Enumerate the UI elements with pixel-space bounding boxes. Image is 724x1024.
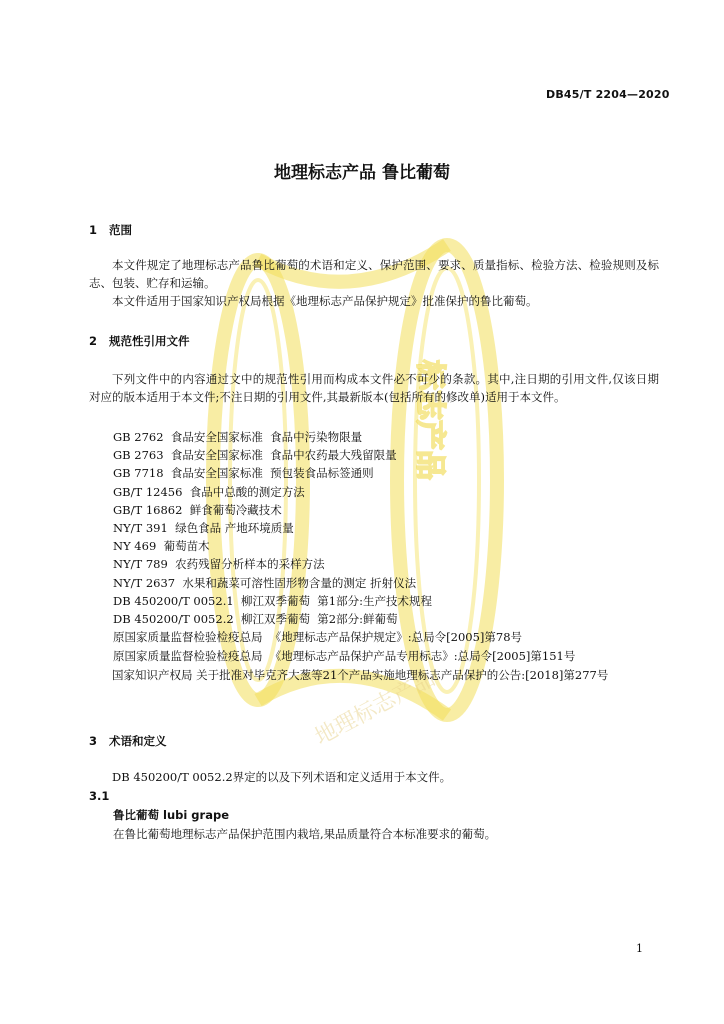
reference-item: GB 7718 食品安全国家标准 预包装食品标签通则	[113, 466, 374, 480]
section-1-paragraph-1: 本文件规定了地理标志产品鲁比葡萄的术语和定义、保护范围、要求、质量指标、检验方法、检验规则及标志、包装、贮存和运输。	[89, 258, 659, 290]
watermark-vertical-text: 标志产品	[412, 360, 447, 480]
reference-item: NY 469 葡萄苗木	[113, 539, 210, 553]
reference-item: NY/T 2637 水果和蔬菜可溶性固形物含量的测定 折射仪法	[113, 576, 417, 590]
reference-item: GB 2762 食品安全国家标准 食品中污染物限量	[113, 430, 363, 444]
reference-item-last: 国家知识产权局 关于批准对毕克齐大葱等21个产品实施地理标志产品保护的公告:[2018]第277号	[112, 668, 609, 682]
reference-item: NY/T 391 绿色食品 产地环境质量	[113, 521, 294, 535]
page-number: 1	[636, 942, 643, 955]
reference-item: 原国家质量监督检验检疫总局 《地理标志产品保护规定》:总局令[2005]第78号	[113, 630, 523, 644]
reference-item: DB 450200/T 0052.1 柳江双季葡萄 第1部分:生产技术规程	[113, 594, 432, 608]
standard-number: DB45/T 2204—2020	[546, 88, 670, 101]
section-3-heading: 3 术语和定义	[89, 734, 167, 748]
section-1-paragraph-2: 本文件适用于国家知识产权局根据《地理标志产品保护规定》批准保护的鲁比葡萄。	[112, 294, 538, 308]
term-definition: 在鲁比葡萄地理标志产品保护范围内栽培,果品质量符合本标准要求的葡萄。	[113, 827, 497, 841]
reference-item: NY/T 789 农药残留分析样本的采样方法	[113, 557, 325, 571]
clause-number: 3.1	[89, 789, 110, 803]
reference-item: 原国家质量监督检验检疫总局 《地理标志产品保护产品专用标志》:总局令[2005]第151号	[113, 649, 576, 663]
section-3-intro: DB 450200/T 0052.2界定的以及下列术语和定义适用于本文件。	[112, 770, 452, 784]
watermark-diagonal-text: 地理标志产品	[311, 666, 440, 751]
reference-item: DB 450200/T 0052.2 柳江双季葡萄 第2部分:鲜葡萄	[113, 612, 398, 626]
section-2-heading: 2 规范性引用文件	[89, 334, 190, 348]
reference-item: GB 2763 食品安全国家标准 食品中农药最大残留限量	[113, 448, 397, 462]
reference-item: GB/T 16862 鲜食葡萄冷藏技术	[113, 503, 282, 517]
section-1-heading: 1 范围	[89, 223, 132, 237]
section-2-intro: 下列文件中的内容通过文中的规范性引用而构成本文件必不可少的条款。其中,注日期的引用文件,仅该日期对应的版本适用于本文件;不注日期的引用文件,其最新版本(包括所有的修改单)适用于本文件。	[89, 372, 659, 404]
reference-item: GB/T 12456 食品中总酸的测定方法	[113, 485, 305, 499]
term-name: 鲁比葡萄 lubi grape	[113, 808, 230, 822]
document-title: 地理标志产品 鲁比葡萄	[274, 163, 450, 183]
